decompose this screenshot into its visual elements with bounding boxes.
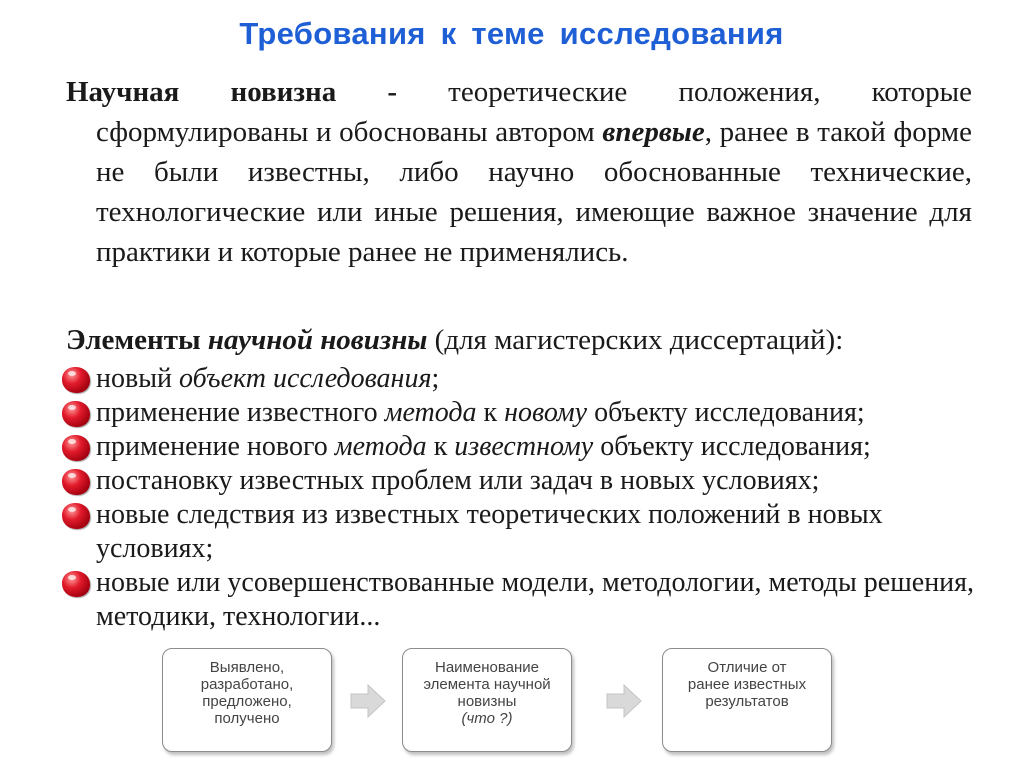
process-diagram xyxy=(0,648,1023,758)
red-ball-icon xyxy=(62,401,90,427)
list-item-italic: объект исследования xyxy=(179,363,432,394)
list-item-text: новые следствия из известных теоретических положений в новых условиях; xyxy=(96,499,883,564)
process-box-line: ранее известных xyxy=(687,676,807,693)
process-box-line: Выявлено, xyxy=(209,659,285,676)
process-box-note: (что ?) xyxy=(461,710,513,727)
list-item-text: ; xyxy=(431,363,440,394)
elements-heading-bold: Элементы xyxy=(66,324,208,356)
red-ball-icon xyxy=(62,435,90,461)
process-box-line: Отличие от xyxy=(707,659,787,676)
process-box-line: предложено, xyxy=(202,693,292,710)
definition-text-1: теоретические положения, которые сформулированы и обоснованы автором xyxy=(96,76,973,148)
list-item xyxy=(66,566,986,634)
list-item-text: применение нового xyxy=(96,431,335,462)
definition-emphasis: впервые xyxy=(602,116,705,148)
list-item xyxy=(66,498,986,566)
process-box-line: Наименование xyxy=(435,659,539,676)
novelty-elements-list xyxy=(66,362,986,634)
list-item-text: новый xyxy=(96,363,180,394)
process-box-revealed xyxy=(162,648,332,752)
list-item xyxy=(66,362,986,396)
list-item-text: к xyxy=(426,431,455,462)
definition-term: Научная новизна - xyxy=(66,76,398,108)
definition-text-2: , ранее в такой форме не были известны, либо научно обоснованные технические, технологические или иные решения, имеющие важное значение для практики и которые ранее не применялись. xyxy=(96,116,972,268)
list-item-italic: метода xyxy=(334,431,427,462)
list-item xyxy=(66,430,986,464)
list-item-text: постановку известных проблем или задач в новых условиях; xyxy=(96,465,820,496)
list-item-text: применение известного xyxy=(96,397,385,428)
process-box-line: разработано, xyxy=(200,676,294,693)
red-ball-icon xyxy=(62,469,90,495)
red-ball-icon xyxy=(62,571,90,597)
list-item xyxy=(66,464,986,498)
list-item-text: объекту исследования; xyxy=(587,397,865,428)
right-arrow-icon xyxy=(606,684,642,718)
process-box-difference xyxy=(662,648,832,752)
list-item-italic: новому xyxy=(504,397,588,428)
list-item-text: новые или усовершенствованные модели, методологии, методы решения, методики, технологии... xyxy=(96,567,975,632)
list-item-text: объекту исследования; xyxy=(593,431,871,462)
process-box-element-name xyxy=(402,648,572,752)
list-item-italic: метода xyxy=(384,397,477,428)
definition-paragraph xyxy=(66,72,972,272)
process-box-line: элемента научной xyxy=(423,676,551,693)
red-ball-icon xyxy=(62,503,90,529)
elements-heading-rest: (для магистерских диссертаций): xyxy=(427,324,844,356)
process-box-line: получено xyxy=(214,710,280,727)
red-ball-icon xyxy=(62,367,90,393)
process-box-line: результатов xyxy=(705,693,789,710)
page-title: Требования к теме исследования xyxy=(239,16,784,51)
elements-heading-emphasis: научной новизны xyxy=(207,324,428,356)
elements-heading xyxy=(66,322,986,358)
list-item xyxy=(66,396,986,430)
list-item-italic: известному xyxy=(454,431,594,462)
right-arrow-icon xyxy=(350,684,386,718)
list-item-text: к xyxy=(476,397,505,428)
process-box-line: новизны xyxy=(457,693,517,710)
